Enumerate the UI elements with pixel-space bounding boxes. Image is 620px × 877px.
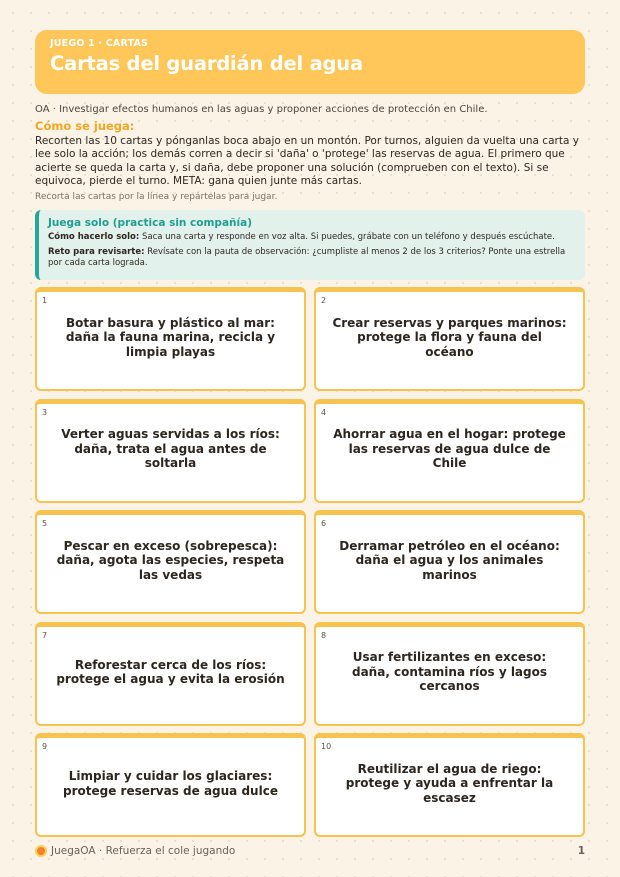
card-text: Limpiar y cuidar los glaciares: protege reservas de agua dulce <box>63 769 278 798</box>
card-text: Verter aguas servidas a los ríos: daña, trata el agua antes de soltarla <box>61 427 280 471</box>
page-number: 1 <box>577 845 585 857</box>
how-to-play-text: Recorten las 10 cartas y pónganlas boca abajo en un montón. Por turnos, alguien da vuelta una carta y lee solo la acción; los demás corren a decir si 'daña' o 'protege' las reservas de agua. El primero que acierte se queda la carta y, si daña, debe proponer una solución (comprueben con el texto). Si se equivoca, pierde el turno. META: gana quien junte más cartas. <box>35 135 579 188</box>
card-number: 8 <box>321 630 327 640</box>
intro-section <box>35 104 585 202</box>
card <box>314 287 585 391</box>
solo-how-label: Cómo hacerlo solo: <box>48 232 140 242</box>
card <box>35 287 306 391</box>
card-text: Reutilizar el agua de riego: protege y ayuda a enfrentar la escasez <box>345 761 554 805</box>
card <box>314 733 585 837</box>
card-text: Pescar en exceso (sobrepesca): daña, agota las especies, respeta las vedas <box>56 538 285 582</box>
solo-how-line <box>48 232 575 244</box>
card-number: 4 <box>321 407 327 417</box>
how-to-play-heading: Cómo se juega: <box>35 119 135 133</box>
card-number: 10 <box>321 742 332 751</box>
footer-brand <box>35 845 235 857</box>
solo-challenge-line <box>48 247 575 270</box>
solo-challenge-label: Reto para revisarte: <box>48 246 145 257</box>
card <box>314 622 585 726</box>
card <box>35 510 306 614</box>
circle-logo-icon <box>35 845 47 857</box>
learning-objective: OA · Investigar efectos humanos en las aguas y proponer acciones de protección en Chile. <box>35 104 488 115</box>
card-text: Usar fertilizantes en exceso: daña, contamina ríos y lagos cercanos <box>351 650 548 694</box>
card-number: 2 <box>321 296 327 305</box>
card <box>35 733 306 837</box>
card-text: Ahorrar agua en el hogar: protege las reservas de agua dulce de Chile <box>333 427 566 471</box>
card-text: Reforestar cerca de los ríos: protege el agua y evita la erosión <box>56 657 285 686</box>
card-text: Crear reservas y parques marinos: protege la flora y fauna del océano <box>332 315 567 359</box>
solo-title: Juega solo (practica sin compañía) <box>48 217 252 229</box>
card-number: 6 <box>321 519 327 528</box>
card-number: 9 <box>42 742 48 751</box>
card-number: 5 <box>42 519 48 528</box>
card-number: 1 <box>42 296 48 305</box>
cut-hint: Recorta las cartas por la línea y repártelas para jugar. <box>35 191 278 202</box>
cards-grid <box>35 287 585 836</box>
card <box>314 510 585 614</box>
card-number: 3 <box>42 407 48 417</box>
page-footer <box>35 843 585 859</box>
page-title: Cartas del guardián del agua <box>50 52 363 75</box>
solo-how-text: Saca una carta y responde en voz alta. Si puedes, grábate con un teléfono y después escúchate. <box>141 232 555 242</box>
card-text: Botar basura y plástico al mar: daña la fauna marina, recicla y limpia playas <box>65 315 276 359</box>
game-kicker: JUEGO 1 · CARTAS <box>50 38 149 49</box>
page-header <box>35 30 585 94</box>
card-text: Derramar petróleo en el océano: daña el agua y los animales marinos <box>339 538 560 582</box>
card <box>35 622 306 726</box>
card-number: 7 <box>42 630 48 640</box>
solo-play-box <box>35 210 585 280</box>
footer-brand-text: JuegaOA · Refuerza el cole jugando <box>51 845 236 857</box>
card <box>35 399 306 503</box>
card <box>314 399 585 503</box>
solo-challenge-text: Revísate con la pauta de observación: ¿cumpliste al menos 2 de los 3 criterios? Ponte una estrella por cada carta lograda. <box>48 246 566 268</box>
